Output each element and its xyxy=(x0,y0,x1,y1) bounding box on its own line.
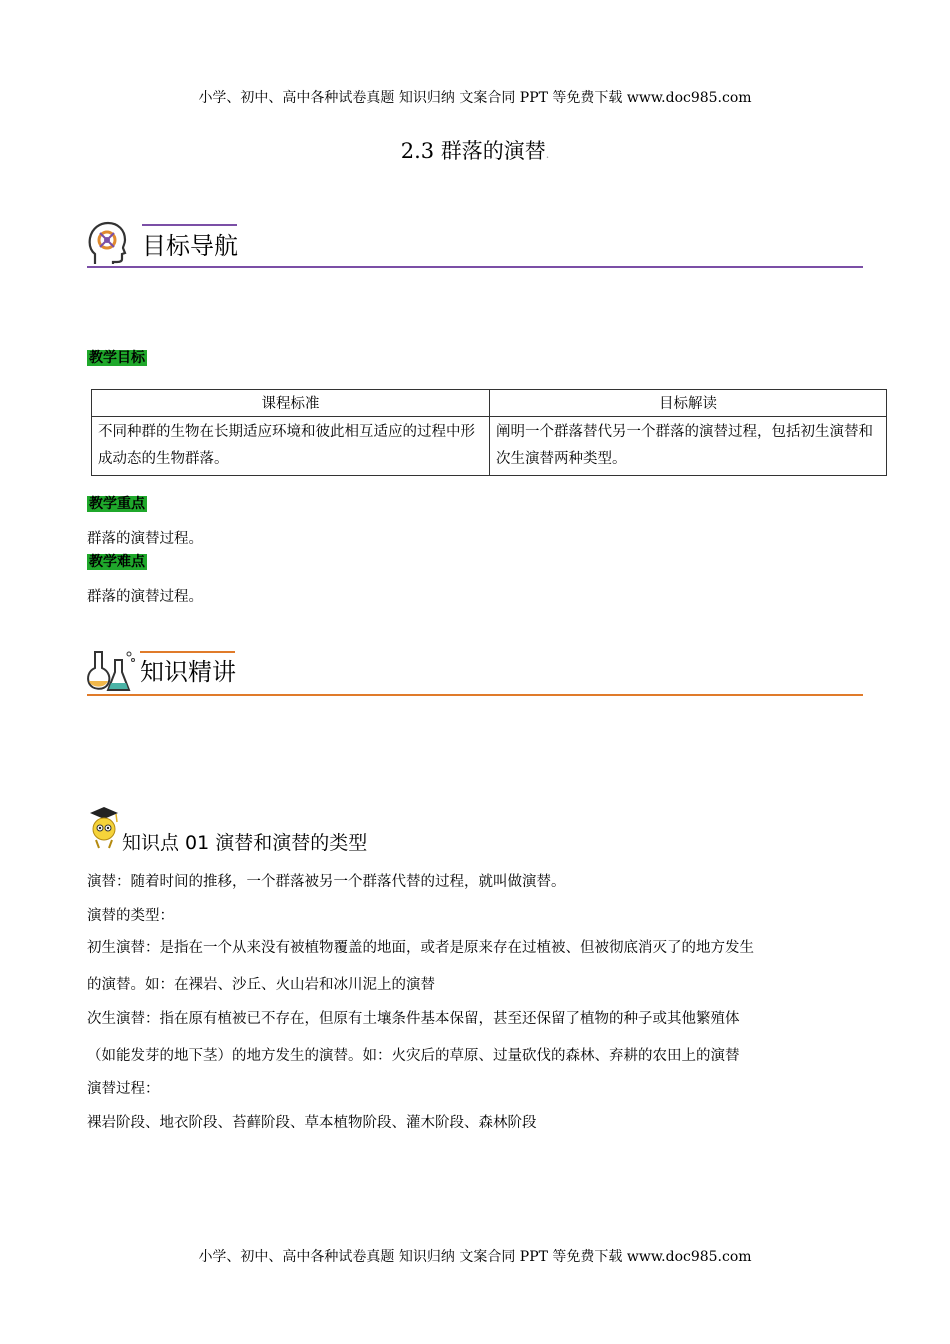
teaching-goals-highlight: 教学目标 xyxy=(89,350,145,366)
key-point-highlight: 教学重点 xyxy=(89,496,145,512)
kp-line: 演替：随着时间的推移，一个群落被另一个群落代替的过程，就叫做演替。 xyxy=(87,874,566,890)
teaching-goals-label xyxy=(87,347,147,367)
table-header-cell: 目标解读 xyxy=(490,390,887,417)
kp-line: （如能发芽的地下茎）的地方发生的演替。如：火灾后的草原、过量砍伐的森林、弃耕的农田上的演替 xyxy=(87,1048,740,1064)
section-rule-nav xyxy=(87,266,863,268)
table-row xyxy=(92,417,887,476)
page-title-text: 2.3 群落的演替 xyxy=(400,139,546,163)
kp-line: 的演替。如：在裸岩、沙丘、火山岩和冰川泥上的演替 xyxy=(87,977,435,993)
difficult-point-label xyxy=(87,551,147,571)
kp-line: 演替过程： xyxy=(87,1081,160,1097)
knowledge-point-mascot xyxy=(86,805,122,849)
table-cell: 不同种群的生物在长期适应环境和彼此相互适应的过程中形成动态的生物群落。 xyxy=(92,417,490,476)
difficult-point-text: 群落的演替过程。 xyxy=(87,589,203,605)
page-footer: 小学、初中、高中各种试卷真题 知识归纳 文案合同 PPT 等免费下载 www.doc985.com xyxy=(198,1249,752,1265)
difficult-point-highlight: 教学难点 xyxy=(89,554,145,570)
section-title-knowledge: 知识精讲 xyxy=(140,658,236,686)
section-rule-knowledge xyxy=(87,694,863,696)
knowledge-point-title xyxy=(122,828,367,855)
table-cell: 阐明一个群落替代另一个群落的演替过程，包括初生演替和次生演替两种类型。 xyxy=(490,417,887,476)
page-header: 小学、初中、高中各种试卷真题 知识归纳 文案合同 PPT 等免费下载 www.doc985.com xyxy=(198,90,752,106)
goals-table-wrap xyxy=(91,389,887,476)
table-header-cell: 课程标准 xyxy=(92,390,490,417)
graduate-mascot-icon xyxy=(86,805,122,849)
kp-line: 次生演替：指在原有植被已不存在，但原有土壤条件基本保留，甚至还保留了植物的种子或其他繁殖体 xyxy=(87,1011,740,1027)
key-point-label xyxy=(87,493,147,513)
kp-line: 初生演替：是指在一个从来没有被植物覆盖的地面，或者是原来存在过植被、但被彻底消灭了的地方发生 xyxy=(87,940,754,956)
head-gears-icon xyxy=(87,220,127,266)
kp-line: 演替的类型： xyxy=(87,908,174,924)
goals-table xyxy=(91,389,887,476)
nav-section-icon xyxy=(87,220,127,266)
page-title xyxy=(0,135,950,165)
table-header-row xyxy=(92,390,887,417)
key-point-text: 群落的演替过程。 xyxy=(87,531,203,547)
knowledge-point-title-text: 知识点 01 演替和演替的类型 xyxy=(122,832,368,854)
kp-line: 裸岩阶段、地衣阶段、苔藓阶段、草本植物阶段、灌木阶段、森林阶段 xyxy=(87,1115,537,1131)
section-title-nav: 目标导航 xyxy=(142,232,238,260)
lab-flasks-icon xyxy=(85,648,137,694)
paragraph-mark: . xyxy=(545,148,550,161)
knowledge-section-icon xyxy=(85,648,137,694)
